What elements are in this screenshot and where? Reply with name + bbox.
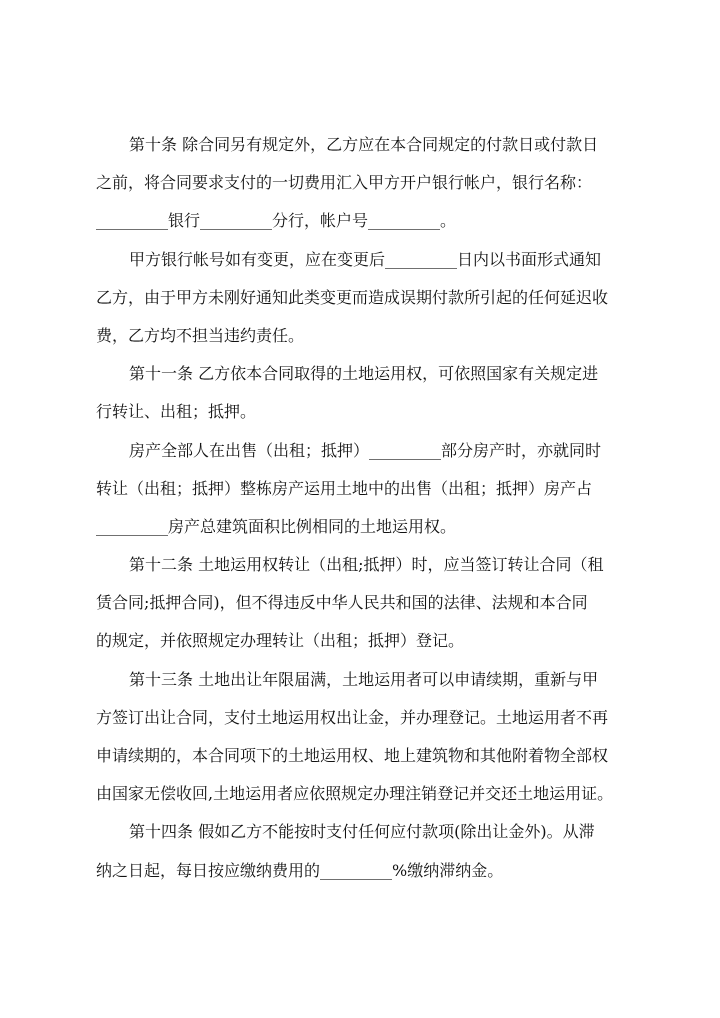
text-line: 之前，将合同要求支付的一切费用汇入甲方开户银行帐户，银行名称：: [96, 173, 593, 193]
text-line: 房产全部人在出售（出租；抵押）_________部分房产时，亦就同时: [129, 440, 602, 460]
text-line: 申请续期的，本合同项下的土地运用权、地上建筑物和其他附着物全部权: [96, 746, 609, 765]
text-line: 第十四条 假如乙方不能按时支付任何应付款项(除出让金外)。从滞: [129, 822, 595, 842]
text-line: _________房产总建筑面积比例相同的土地运用权。: [96, 516, 457, 536]
text-line: 甲方银行帐号如有变更，应在变更后_________日内以书面形式通知: [129, 249, 602, 269]
text-line: 第十二条 土地运用权转让（出租;抵押）时，应当签订转让合同（租: [129, 555, 604, 575]
text-line: _________银行_________分行，帐户号_________。: [96, 211, 457, 231]
text-line: 行转让、出租；抵押。: [96, 402, 257, 422]
text-line: 乙方，由于甲方未刚好通知此类变更而造成误期付款所引起的任何延迟收: [96, 287, 609, 307]
text-line: 第十条 除合同另有规定外，乙方应在本合同规定的付款日或付款日: [129, 135, 599, 154]
text-line: 赁合同;抵押合同)，但不得违反中华人民共和国的法律、法规和本合同: [96, 593, 588, 613]
text-line: 的规定，并依照规定办理转让（出租；抵押）登记。: [96, 631, 465, 651]
contract-text: [96, 126, 666, 890]
text-line: 由国家无偿收回,土地运用者应依照规定办理注销登记并交还土地运用证。: [96, 784, 614, 804]
text-line: 纳之日起，每日按应缴纳费用的_________%缴纳滞纳金。: [96, 860, 504, 880]
text-line: 第十一条 乙方依本合同取得的土地运用权，可依照国家有关规定进: [129, 364, 599, 384]
text-line: 转让（出租；抵押）整栋房产运用土地中的出售（出租；抵押）房产占: [96, 478, 593, 498]
text-line: 费，乙方均不担当违约责任。: [96, 325, 305, 345]
text-line: 第十三条 土地出让年限届满，土地运用者可以申请续期，重新与甲: [129, 669, 599, 689]
text-line: 方签订出让合同，支付土地运用权出让金，并办理登记。土地运用者不再: [96, 707, 609, 727]
